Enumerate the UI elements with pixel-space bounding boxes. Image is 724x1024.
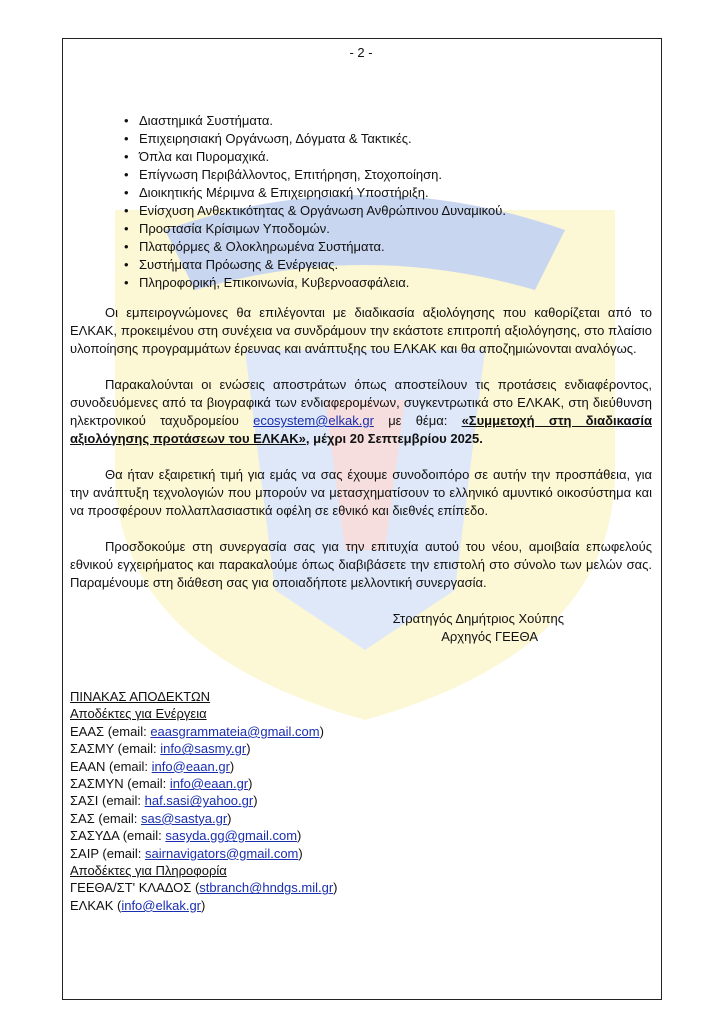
topic-list — [124, 112, 652, 292]
paragraph-experts: Οι εμπειρογνώμονες θα επιλέγονται με διαδικασία αξιολόγησης που καθορίζεται από το ΕΛΚΑΚ, προκειμένου στη συνέχεια να συνδράμουν την εκάστοτε επιτροπή αξιολόγησης, στο πλαίσιο υλοποίησης προγραμμάτων έρευνας και ανάπτυξης του ΕΛΚΑΚ και θα αποζημιώνονται αναλόγως. — [70, 305, 652, 356]
paragraph-request — [70, 376, 652, 448]
recipient-name: ΣΑΣΙ — [70, 793, 99, 809]
recipient-email-link[interactable]: stbranch@hndgs.mil.gr — [199, 880, 334, 896]
recipient-email-link[interactable]: info@elkak.gr — [121, 897, 202, 913]
info-heading: Αποδέκτες για Πληροφορία — [70, 863, 227, 879]
list-item: • Συστήματα Πρόωσης & Ενέργειας. — [124, 256, 652, 274]
page-number: - 2 - — [349, 45, 373, 60]
recipient-row: ΕΑΑΝ (email: info@eaan.gr) — [70, 758, 235, 774]
list-item: • Επιχειρησιακή Οργάνωση, Δόγματα & Τακτικές. — [124, 130, 652, 148]
list-item: • Επίγνωση Περιβάλλοντος, Επιτήρηση, Στοχοποίηση. — [124, 166, 652, 184]
recipient-row: ΓΕΕΘΑ/ΣΤ' ΚΛΑΔΟΣ (stbranch@hndgs.mil.gr) — [70, 880, 338, 896]
list-item: • Όπλα και Πυρομαχικά. — [124, 148, 652, 166]
email-link[interactable]: ecosystem@elkak.gr — [253, 413, 374, 428]
recipient-email-link[interactable]: eaasgrammateia@gmail.com — [150, 723, 320, 739]
recipient-name: ΣΑΙΡ — [70, 845, 99, 861]
recipient-email-link[interactable]: sairnavigators@gmail.com — [145, 845, 299, 861]
subject-prefix: με θέμα: — [388, 413, 448, 428]
list-item: • Προστασία Κρίσιμων Υποδομών. — [124, 220, 652, 238]
email-label: (email: — [107, 723, 151, 739]
paragraph-closing: Προσδοκούμε στη συνεργασία σας για την επιτυχία αυτού του νέου, αμοιβαία επωφελούς εθνικού εγχειρήματος και παρακαλούμε όπως διαβιβάσετε την επιστολή στο σύνολο των μελών σας. Παραμένουμε στη διάθεση σας για οποιαδήποτε μελλοντική συνεργασία. — [70, 539, 652, 590]
list-item: • Πληροφορική, Επικοινωνία, Κυβερνοασφάλεια. — [124, 274, 652, 292]
email-label: (email: — [102, 845, 146, 861]
signatory-name: Στρατηγός Δημήτριος Χούπης — [392, 611, 564, 626]
email-label: (email: — [98, 810, 141, 826]
signature-block — [70, 610, 652, 646]
list-item: • Ενίσχυση Ανθεκτικότητας & Οργάνωση Ανθρώπινου Δυναμικού. — [124, 202, 652, 220]
recipient-name: ΕΑΑΝ — [70, 758, 106, 774]
recipient-name: ΣΑΣΥΔΑ — [70, 828, 120, 844]
email-label: (email: — [117, 741, 161, 757]
recipient-row: ΣΑΣΙ (email: haf.sasi@yahoo.gr) — [70, 793, 258, 809]
email-label: (email: — [127, 776, 170, 792]
recipient-row: ΕΛΚΑΚ (info@elkak.gr) — [70, 897, 206, 913]
recipient-row: ΣΑΣ (email: sas@sastya.gr) — [70, 810, 232, 826]
recipient-row: ΣΑΙΡ (email: sairnavigators@gmail.com) — [70, 845, 303, 861]
email-label: (email: — [109, 758, 152, 774]
deadline: , μέχρι 20 Σεπτεμβρίου 2025. — [305, 431, 483, 446]
list-item: • Διοικητικής Μέριμνα & Επιχειρησιακή Υποστήριξη. — [124, 184, 652, 202]
recipient-row: ΕΑΑΣ (email: eaasgrammateia@gmail.com) — [70, 723, 324, 739]
recipient-name: ΕΑΑΣ — [70, 723, 105, 739]
list-item: • Διαστημικά Συστήματα. — [124, 112, 652, 130]
recipient-name: ΣΑΣΜΥΝ — [70, 776, 124, 792]
recipient-email-link[interactable]: sasyda.gg@gmail.com — [165, 828, 298, 844]
recipient-row: ΣΑΣΜΥ (email: info@sasmy.gr) — [70, 741, 251, 757]
recipient-name: ΓΕΕΘΑ/ΣΤ' ΚΛΑΔΟΣ — [70, 880, 192, 896]
recipients-list — [70, 688, 652, 914]
paragraph-honor: Θα ήταν εξαιρετική τιμή για εμάς να σας έχουμε συνοδοιπόρο σε αυτήν την προσπάθεια, για την ανάπτυξη τεχνολογιών που μπορούν να μετασχηματίσουν το ελληνικό αμυντικό οικοσύστημα και να προσφέρουν πολλαπλασιαστικά οφέλη σε εθνικό και διεθνές επίπεδο. — [70, 467, 652, 518]
recipient-row: ΣΑΣΥΔΑ (email: sasyda.gg@gmail.com) — [70, 828, 302, 844]
recipient-email-link[interactable]: info@eaan.gr — [169, 776, 249, 792]
recipient-row: ΣΑΣΜΥΝ (email: info@eaan.gr) — [70, 776, 253, 792]
recipient-name: ΣΑΣΜΥ — [70, 741, 115, 757]
list-item: • Πλατφόρμες & Ολοκληρωμένα Συστήματα. — [124, 238, 652, 256]
email-label: (email: — [101, 793, 145, 809]
recipient-name: ΕΛΚΑΚ — [70, 897, 114, 913]
recipient-email-link[interactable]: haf.sasi@yahoo.gr — [144, 793, 254, 809]
email-label: (email: — [122, 828, 166, 844]
recipient-name: ΣΑΣ — [70, 810, 95, 826]
recipient-email-link[interactable]: info@eaan.gr — [151, 758, 230, 774]
subject: «Συμμετοχή στη διαδικασία αξιολόγησης προτάσεων του ΕΛΚΑΚ» — [70, 413, 652, 446]
recipients-title: ΠΙΝΑΚΑΣ ΑΠΟΔΕΚΤΩΝ — [70, 689, 211, 704]
action-heading: Αποδέκτες για Ενέργεια — [70, 706, 207, 722]
request-text: Παρακαλούνται οι ενώσεις αποστράτων όπως αποστείλουν τις προτάσεις ενδιαφέροντος, συνοδευόμενες από τα βιογραφικά των ενδιαφερομένων, συγκεντρωτικά στο ΕΛΚΑΚ, στη διεύθυνση ηλεκτρονικού ταχυδρομείου — [70, 377, 652, 428]
recipient-email-link[interactable]: sas@sastya.gr — [141, 810, 228, 826]
signatory-title: Αρχηγός ΓΕΕΘΑ — [441, 629, 538, 644]
recipient-email-link[interactable]: info@sasmy.gr — [160, 741, 247, 757]
